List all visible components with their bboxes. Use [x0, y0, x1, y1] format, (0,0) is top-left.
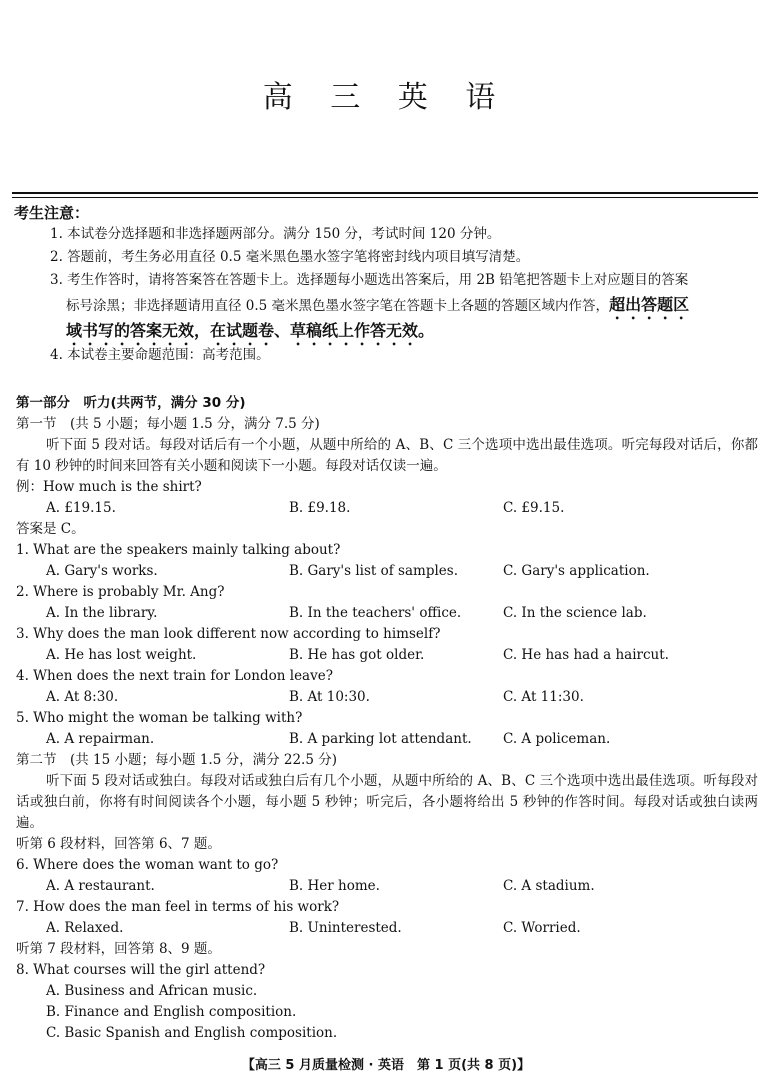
question: 8. What courses will the girl attend?: [16, 962, 266, 978]
option: A. £19.15.: [46, 500, 116, 516]
option: C. A stadium.: [503, 878, 595, 894]
instructions: 听下面 5 段对话。每段对话后有一个小题，从题中所给的 A、B、C 三个选项中选出最佳选项。听完每段对话后，你都有 10 秒钟的时间来回答有关小题和阅读下一小题。每段对话仅读一遍。: [16, 437, 758, 474]
option-row: [16, 645, 758, 666]
option-row: [16, 918, 758, 939]
question: 2. Where is probably Mr. Ang?: [16, 584, 225, 600]
emphasis-text: 超出答题区: [609, 295, 690, 314]
question: 3. Why does the man look different now according to himself?: [16, 626, 441, 642]
option: B. Uninterested.: [289, 920, 402, 936]
section-heading: 第一节 (共 5 小题；每小题 1.5 分，满分 7.5 分): [16, 416, 320, 432]
option: C. At 11:30.: [503, 689, 584, 705]
emphasis-text: 域书写的答案无效，在试题卷、草稿纸上作答无效。: [66, 321, 435, 340]
notice-item: 3. 考生作答时，请将答案答在答题卡上。选择题每小题选出答案后，用 2B 铅笔把答题卡上对应题目的答案: [50, 272, 689, 288]
option: B. He has got older.: [289, 647, 425, 663]
option: C. Gary's application.: [503, 563, 650, 579]
option: A. A repairman.: [46, 731, 155, 747]
option: A. Gary's works.: [46, 563, 158, 579]
divider: [12, 197, 758, 198]
question: 1. What are the speakers mainly talking about?: [16, 542, 341, 558]
option: C. Basic Spanish and English composition.: [46, 1025, 338, 1041]
option: A. In the library.: [46, 605, 158, 621]
option: A. Relaxed.: [46, 920, 124, 936]
option: A. Business and African music.: [46, 983, 258, 999]
option: B. Finance and English composition.: [46, 1004, 297, 1020]
notice-text: 标号涂黑；非选择题请用直径 0.5 毫米黑色墨水签字笔在答题卡上各题的答题区域内作答，: [66, 298, 610, 314]
question: 5. Who might the woman be talking with?: [16, 710, 303, 726]
example-question: 例：How much is the shirt?: [16, 479, 202, 495]
option: A. At 8:30.: [46, 689, 119, 705]
question: 7. How does the man feel in terms of his work?: [16, 899, 340, 915]
option-row: [16, 561, 758, 582]
notice-item: 1. 本试卷分选择题和非选择题两部分。满分 150 分，考试时间 120 分钟。: [50, 226, 501, 242]
material-note: 听第 6 段材料，回答第 6、7 题。: [16, 836, 221, 852]
option: A. A restaurant.: [46, 878, 155, 894]
material-note: 听第 7 段材料，回答第 8、9 题。: [16, 941, 221, 957]
option: B. In the teachers' office.: [289, 605, 462, 621]
option: C. £9.15.: [503, 500, 565, 516]
page-title: 高 三 英 语: [262, 80, 510, 115]
question: 4. When does the next train for London leave?: [16, 668, 333, 684]
option: C. He has had a haircut.: [503, 647, 669, 663]
notice-item: 4. 本试卷主要命题范围：高考范围。: [50, 347, 270, 363]
divider: [12, 192, 758, 194]
option-row: [16, 876, 758, 897]
page-footer: 【高三 5 月质量检测 · 英语 第 1 页(共 8 页)】: [241, 1058, 531, 1073]
part-heading: 第一部分 听力(共两节，满分 30 分): [16, 395, 246, 411]
instructions: 听下面 5 段对话或独白。每段对话或独白后有几个小题，从题中所给的 A、B、C 三个选项中选出最佳选项。听每段对话或独白前，你将有时间阅读各个小题，每小题 5 秒钟；听完后，各小题将给出 5 秒钟的作答时间。每段对话或独白读两遍。: [16, 773, 758, 831]
option: B. Her home.: [289, 878, 380, 894]
option: C. Worried.: [503, 920, 581, 936]
option: A. He has lost weight.: [46, 647, 197, 663]
example-answer: 答案是 C。: [16, 521, 85, 537]
option-row: [16, 603, 758, 624]
option: C. A policeman.: [503, 731, 611, 747]
option: C. In the science lab.: [503, 605, 647, 621]
notice-item: 2. 答题前，考生务必用直径 0.5 毫米黑色墨水签字笔将密封线内项目填写清楚。: [50, 249, 530, 265]
option: B. A parking lot attendant.: [289, 731, 472, 747]
option: B. £9.18.: [289, 500, 351, 516]
question: 6. Where does the woman want to go?: [16, 857, 279, 873]
option-row: [16, 729, 758, 750]
option: B. At 10:30.: [289, 689, 370, 705]
option-row: [16, 498, 758, 519]
option-row: [16, 687, 758, 708]
section-heading: 第二节 (共 15 小题；每小题 1.5 分，满分 22.5 分): [16, 752, 337, 768]
option: B. Gary's list of samples.: [289, 563, 458, 579]
notice-heading: 考生注意：: [14, 204, 90, 222]
